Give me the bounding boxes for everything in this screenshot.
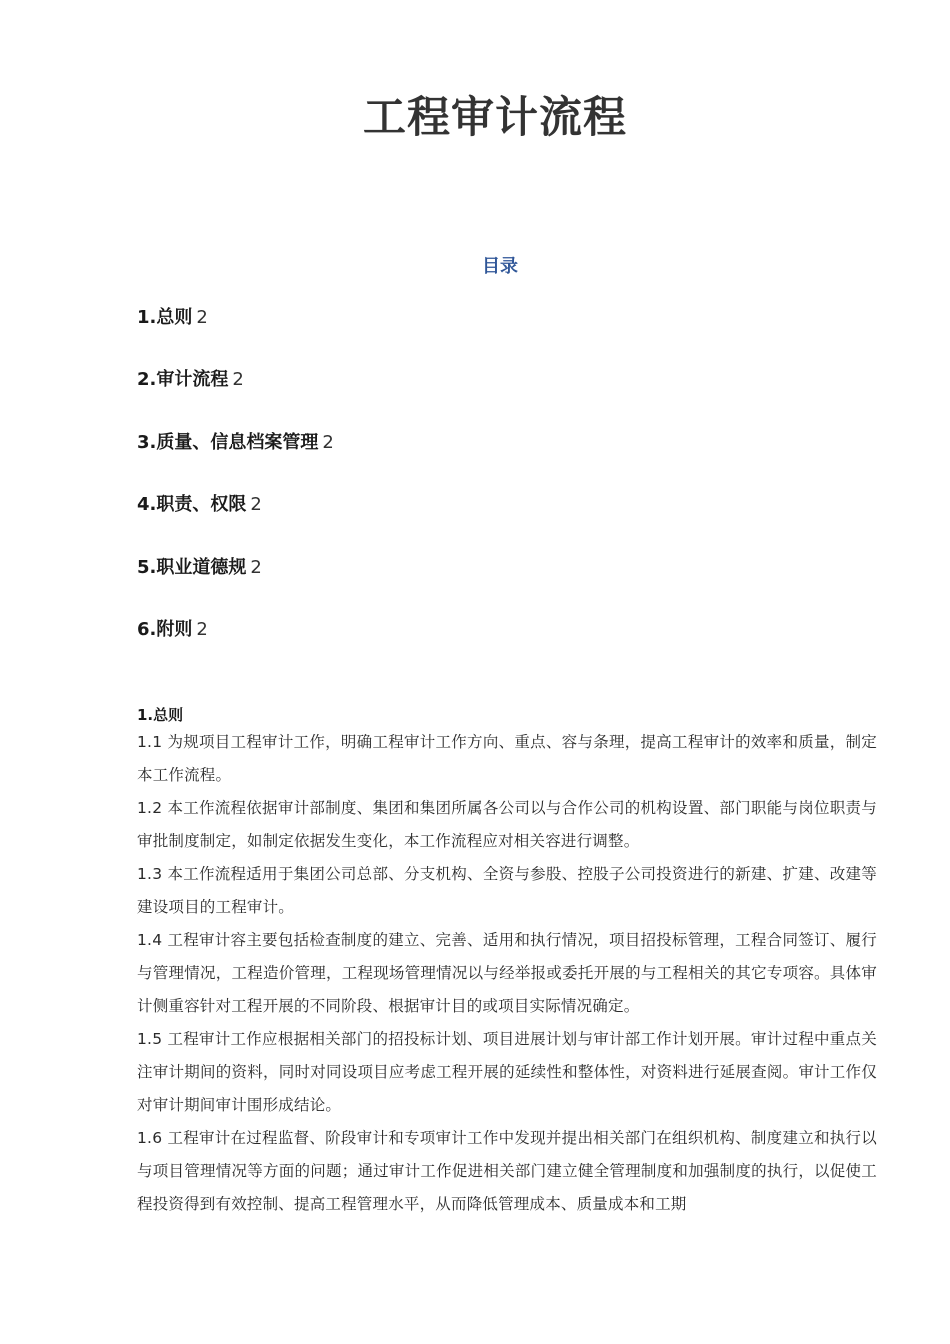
toc-item-page: 2 xyxy=(232,369,244,391)
toc-item-general[interactable] xyxy=(137,305,334,367)
toc-item-audit-process[interactable] xyxy=(137,367,334,429)
paragraph-1-3: 1.3 本工作流程适用于集团公司总部、分支机构、全资与参股、控股子公司投资进行的新建、扩建、改建等建设项目的工程审计。 xyxy=(137,865,877,916)
toc-item-duties-authority[interactable] xyxy=(137,492,334,554)
section-general xyxy=(137,704,877,1221)
toc-item-label: 5.职业道德规 xyxy=(137,556,247,578)
toc-item-page: 2 xyxy=(196,618,208,640)
toc-item-label: 6.附则 xyxy=(137,618,193,640)
paragraph-1-4: 1.4 工程审计容主要包括检查制度的建立、完善、适用和执行情况，项目招投标管理，工程合同签订、履行与管理情况，工程造价管理，工程现场管理情况以与经举报或委托开展的与工程相关的其它专项容。具体审计侧重容针对工程开展的不同阶段、根据审计目的或项目实际情况确定。 xyxy=(137,931,877,1015)
toc-item-label: 3.质量、信息档案管理 xyxy=(137,431,319,453)
document-title: 工程审计流程 xyxy=(363,93,627,143)
toc-heading: 目录 xyxy=(482,256,518,277)
toc-item-label: 4.职责、权限 xyxy=(137,494,247,516)
toc-item-page: 2 xyxy=(250,494,262,516)
toc-item-quality-archives[interactable] xyxy=(137,430,334,492)
toc-item-ethics[interactable] xyxy=(137,555,334,617)
toc-item-label: 1.总则 xyxy=(137,307,193,328)
toc-item-page: 2 xyxy=(250,556,262,578)
paragraph-1-5: 1.5 工程审计工作应根据相关部门的招投标计划、项目进展计划与审计部工作计划开展。审计过程中重点关注审计期间的资料，同时对同设项目应考虑工程开展的延续性和整体性，对资料进行延展查阅。审计工作仅对审计期间审计围形成结论。 xyxy=(137,1030,877,1114)
section-heading: 1.总则 xyxy=(137,706,184,724)
toc-item-page: 2 xyxy=(322,431,334,453)
toc-item-supplementary[interactable] xyxy=(137,617,334,679)
paragraph-1-2: 1.2 本工作流程依据审计部制度、集团和集团所属各公司以与合作公司的机构设置、部门职能与岗位职责与审批制度制定，如制定依据发生变化，本工作流程应对相关容进行调整。 xyxy=(137,799,877,850)
paragraph-1-6: 1.6 工程审计在过程监督、阶段审计和专项审计工作中发现并提出相关部门在组织机构、制度建立和执行以与项目管理情况等方面的问题；通过审计工作促进相关部门建立健全管理制度和加强制度的执行，以促使工程投资得到有效控制、提高工程管理水平，从而降低管理成本、质量成本和工期 xyxy=(137,1129,877,1213)
toc-item-page: 2 xyxy=(196,307,208,328)
table-of-contents xyxy=(137,305,334,679)
paragraph-1-1: 1.1 为规项目工程审计工作，明确工程审计工作方向、重点、容与条理，提高工程审计的效率和质量，制定本工作流程。 xyxy=(137,733,877,784)
toc-item-label: 2.审计流程 xyxy=(137,369,229,391)
